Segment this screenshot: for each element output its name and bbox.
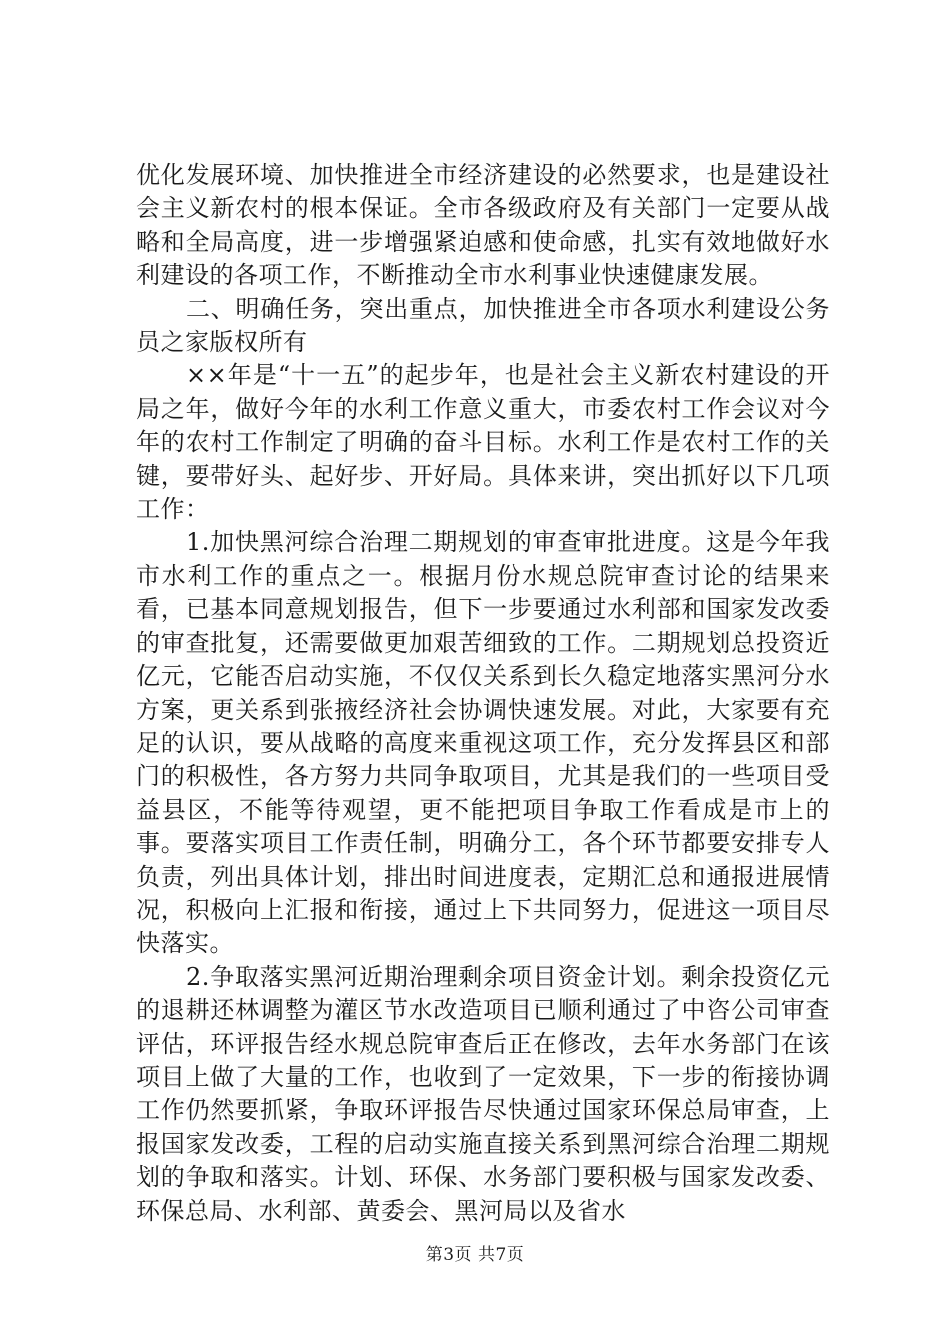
document-body — [136, 159, 830, 1228]
paragraph-item-1: 1.加快黑河综合治理二期规划的审查审批进度。这是今年我市水利工作的重点之一。根据月份水规总院审查讨论的结果来看，已基本同意规划报告，但下一步要通过水利部和国家发改委的审查批复，还需要做更加艰苦细致的工作。二期规划总投资近亿元，它能否启动实施，不仅仅关系到长久稳定地落实黑河分水方案，更关系到张掖经济社会协调快速发展。对此，大家要有充足的认识，要从战略的高度来重视这项工作，充分发挥县区和部门的积极性，各方努力共同争取项目，尤其是我们的一些项目受益县区，不能等待观望，更不能把项目争取工作看成是市上的事。要落实项目工作责任制，明确分工，各个环节都要安排专人负责，列出具体计划，排出时间进度表，定期汇总和通报进展情况，积极向上汇报和衔接，通过上下共同努力，促进这一项目尽快落实。 — [136, 528, 830, 958]
section-heading: 二、明确任务，突出重点，加快推进全市各项水利建设公务员之家版权所有 — [136, 294, 830, 357]
paragraph-continuation: 优化发展环境、加快推进全市经济建设的必然要求，也是建设社会主义新农村的根本保证。全市各级政府及有关部门一定要从战略和全局高度，进一步增强紧迫感和使命感，扎实有效地做好水利建设的各项工作，不断推动全市水利事业快速健康发展。 — [136, 161, 830, 290]
paragraph-item-2: 2.争取落实黑河近期治理剩余项目资金计划。剩余投资亿元的退耕还林调整为灌区节水改造项目已顺利通过了中咨公司审查评估，环评报告经水规总院审查后正在修改，去年水务部门在该项目上做了大量的工作，也收到了一定效果，下一步的衔接协调工作仍然要抓紧，争取环评报告尽快通过国家环保总局审查，上报国家发改委，工程的启动实施直接关系到黑河综合治理二期规划的争取和落实。计划、环保、水务部门要积极与国家发改委、环保总局、水利部、黄委会、黑河局以及省水 — [136, 962, 830, 1225]
page-footer: 第3页 共7页 — [425, 1245, 525, 1265]
paragraph-intro: ××年是“十一五”的起步年，也是社会主义新农村建设的开局之年，做好今年的水利工作意义重大，市委农村工作会议对今年的农村工作制定了明确的奋斗目标。水利工作是农村工作的关键，要带好头、起好步、开好局。具体来讲，突出抓好以下几项工作： — [136, 361, 830, 524]
